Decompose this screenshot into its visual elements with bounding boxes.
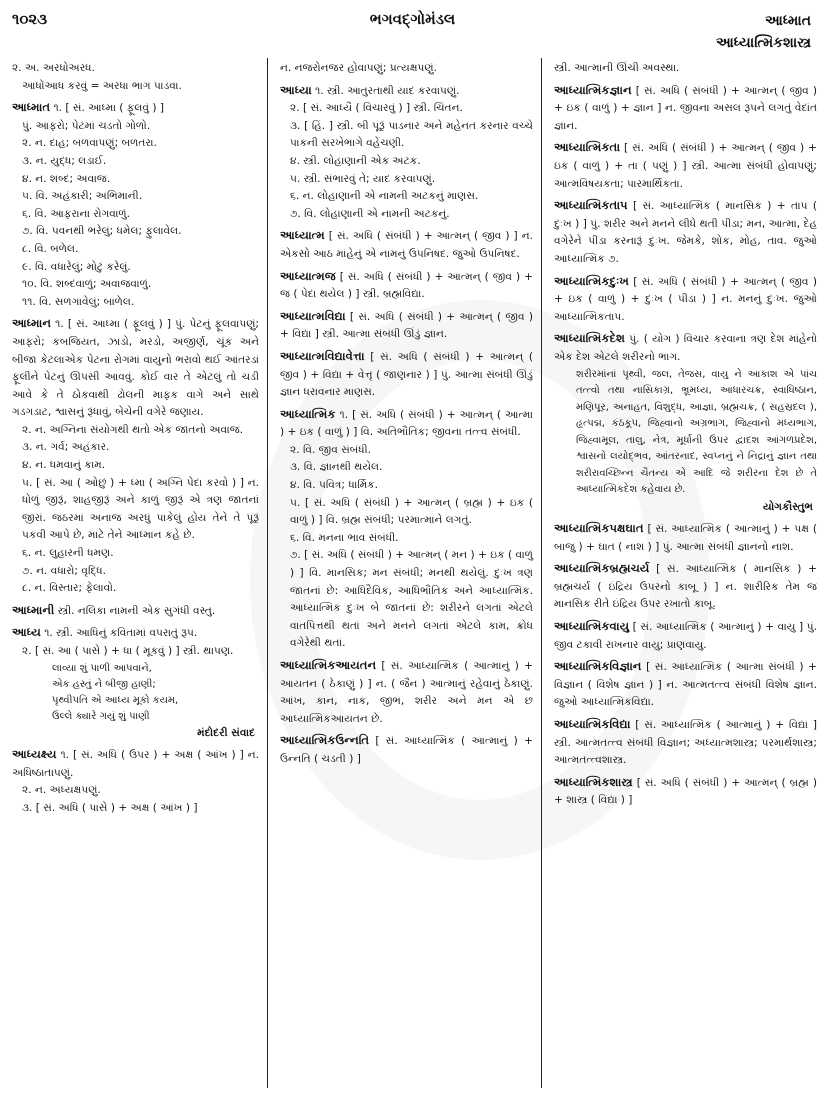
sense-line: ૩. ન. યુદ્ધ; લડાઈ. <box>22 154 107 167</box>
sense-line: ૩. વિ. જ્ઞાનથી થયેલ. <box>290 461 383 474</box>
sense-line: ૬. ન. લુહારની ધમણ. <box>22 547 114 560</box>
dictionary-entry <box>280 308 533 344</box>
definition-text: ન. નજરોનજર હોવાપણું; પ્રત્યક્ષપણું. <box>280 62 438 74</box>
definition-text: સ્ત્રી. નલિકા નામની એક સુગંધી વસ્તુ. <box>57 604 216 617</box>
headword: આધ્માત <box>12 100 51 115</box>
dictionary-entry <box>280 60 533 78</box>
definition-text: [ સં. આધ્યાત્મિક ( આત્મા સંબંધી ) + વિજ્ઞાન ( વિશેષ જ્ઞાન ) ] ન. આત્મતત્ત્વ સંબંધી વિશેષ જ્ઞાન. જુઓ આધ્યાત્મિકવિદ્યા. <box>554 661 817 709</box>
headword: આધ્યાત્મિક <box>280 406 336 421</box>
sense-line: ૭. ન. વધારો; વૃદ્ધિ. <box>22 564 106 577</box>
definition-text: [ સં. અધિ ( સંબંધી ) + આત્મન્ ( બ્રહ્મ ) + શાસ્ત્ર ( વિદ્યા ) ] <box>554 776 817 807</box>
source-attribution: મંદોદરી સંવાદ <box>197 726 255 739</box>
dictionary-entry <box>554 520 817 556</box>
column-1 <box>0 58 268 1088</box>
definition-text: ૧. [ સં. આધ્મા ( ફૂલવું ) ] <box>53 102 164 115</box>
dictionary-entry <box>554 82 817 136</box>
dictionary-entry <box>554 560 817 614</box>
dictionary-entry <box>280 348 533 402</box>
fine-print-note: શરીરમાંનાં પૃથ્વી, જલ, તેજસ, વાયુ ને આકાશ એ પાંચ તત્ત્વો તથા નાસિકાગ્ર, ભ્રૂમધ્ય, આધારચક્ર, સ્વાધિષ્ઠાન, મણિપૂર, અનાહત, વિશુદ્ધ, આજ્ઞા, બ્રહ્મચક્ર, ( સહસ્રદલ ), હૃત્પદ્મ, કંઠકૂપ, જિહ્વાનો અગ્રભાગ, જિહ્વાનો મધ્યભાગ, જિહ્વામૂલ, તાલુ, નેત્ર, મૂર્ધાની ઉપર દ્વાદશ આંગળપ્રદેશ, શ્વાસનો લયોદ્ભવ, આંતરનાદ, સ્વપ્નનું ને નિદ્રાનું જ્ઞાન તથા શરીરાવચ્છિન્ન ચૈતન્ય એ આદિ જે શરીરના દેશ છે તે આધ્યાત્મિકદેશ કહેવાય છે. <box>576 368 817 495</box>
headword: આધ્માન <box>12 316 52 331</box>
sense-line: ૭. [ સં. અધિ ( સંબંધી ) + આત્મન્ ( મન ) + ઇક ( વાળું ) ] વિ. માનસિક; મન સંબંધી; મનથી થયેલું. દુઃખ ત્રણ જાતનાં છે: આધિદૈવિક, આધિભૌતિક અને આધ્યાત્મિક. આધ્યાત્મિક દુઃખ બે જાતનાં છે: શરીરને લગતાં એટલે વાતપિત્તથી થતાં અને મનને લગતાં એટલે કામ, ક્રોધ વગેરેથી થતાં. <box>290 549 533 650</box>
sense-line: ૧૧. વિ. સળગાવેલું; બાળેલ. <box>22 295 135 308</box>
dictionary-entry <box>554 618 817 654</box>
headword: આધ્યાત્મિકપક્ષઘાત <box>554 521 644 536</box>
definition-text: [ સં. અધિ ( સંબંધી ) + આત્મન્ ( જીવ ) + જ ( પેદા થયેલ ) ] સ્ત્રી. બ્રહ્મવિદ્યા. <box>280 270 533 301</box>
sense-line: ૨. ન. અધ્યક્ષપણું. <box>22 784 101 797</box>
sense-line: પું. આફરો; પેટમાં ચડતો ગોળો. <box>22 119 151 132</box>
definition-text: [ સં. આધ્યાત્મિક ( આત્માનું ) + ઉન્નતિ ( ચડતી ) ] <box>280 735 533 765</box>
dictionary-entry <box>554 716 817 770</box>
definition-text: [ સં. અધિ ( સંબંધી ) + આત્મન્ ( જીવ ) + વિદ્યા ] સ્ત્રી. આત્મા સંબંધી ઊંડું જ્ઞાન. <box>280 310 533 341</box>
guide-word-last: આધ્યાત્મિકશાસ્ત્ર <box>715 35 811 51</box>
poem-line: પૃથ્વીપતિ એ આધ્ય મૂકો કયમ, <box>52 694 179 706</box>
column-2 <box>268 58 542 1088</box>
dictionary-entry <box>554 197 817 268</box>
sense-line: આધોંઆધ કરવું = અરધા ભાગ પાડવા. <box>22 79 182 92</box>
sense-line: ૫. સ્ત્રી. સંભારવું તે; યાદ કરવાપણું. <box>290 172 436 185</box>
sense-line: ૬. વિ. મનના ભાવ સંબંધી. <box>290 531 399 544</box>
headword: આધ્માની <box>12 602 55 617</box>
dictionary-entry <box>280 732 533 768</box>
dictionary-entry <box>280 82 533 224</box>
sense-line: ૨. ન. અગ્નિના સંયોગથી થતો એક જાતનો અવાજ. <box>22 423 244 436</box>
headword: આધ્યાત્મિકતા <box>554 140 621 155</box>
definition-text: [ સં. આધ્યાત્મિક ( આત્માનું ) + પક્ષ ( બાજુ ) + ઘાત ( નાશ ) ] પું. આત્મા સંબંધી જ્ઞાનનો નાશ. <box>554 523 817 553</box>
sense-line: ૩. [ હિં. ] સ્ત્રી. બી પૂરૂં પાડનાર અને મહેનત કરનાર વચ્ચે પાકની સરખેભાગે વહેંચણી. <box>290 119 533 150</box>
definition-text: [ સં. આધ્યાત્મિક ( માનસિક ) + બ્રહ્મચર્ય ( ઇંદ્રિય ઉપરનો કાબૂ ) ] ન. શારીરિક તેમ જ માનસિક રીતે ઇંદ્રિય ઉપર રખાતો કાબૂ. <box>554 563 818 611</box>
source-attribution: યોગકૌસ્તુભ <box>762 500 813 513</box>
definition-text: પું. ( યોગ ) વિચાર કરવાના ત્રણ દેશ માંહેનો એક દેશ એટલે શરીરનો ભાગ. <box>554 333 817 363</box>
sense-line: ૫. [ સં. આ ( ઓછું ) + ધ્મા ( અગ્નિ પેદા કરવો ) ] ન. ધોળું જીરૂં, શાહજીરૂં અને કાળું જીરૂં એ ત્રણ જાતનાં જીરાં. જઠરમાં અનાજ અરધું પાકેલું હોય તેને તે પૂરૂં પકવી આપે છે, માટે તેને આધ્માન કહે છે. <box>22 476 259 542</box>
page-header <box>0 0 825 58</box>
definition-text: [ સં. આધ્યાત્મિક ( આત્માનું ) + વાયુ ] પું. જીવ ટકાવી રાખનાર વાયુ; પ્રાણવાયુ. <box>554 621 817 651</box>
headword: આધ્યાત્મ <box>280 228 325 243</box>
sense-line: ૭. વિ. લોહાણાની એ નામની અટકનું. <box>290 207 450 220</box>
sense-line: ૪. ન. શબ્દ; અવાજ. <box>22 172 111 185</box>
dictionary-entry <box>12 60 259 95</box>
sense-line: ૨. વિ. જીવ સંબંધી. <box>290 443 372 456</box>
headword: આધ્યાત્મજ <box>280 268 336 283</box>
dictionary-entry <box>554 774 817 810</box>
guide-word-first: આધ્માત <box>765 13 811 29</box>
sense-line: ૨. [ સં. આ ( પાસે ) + ધા ( મૂકવું ) ] સ્ત્રી. થાપણ. <box>22 645 234 657</box>
definition-text: ૧. [ સં. આધ્મા ( ફૂલવું ) ] પું. પેટનું ફૂલવાપણું; આફરો; કબજિયત, ઝાડો, મરડો, અજીર્ણ, ચૂંક અને બીજા કેટલાએક પેટના રોગમાં વાયુનો ભરાવો થઈ આંતરડાં ફૂલીને પેટનું ઊપસી આવવું. કોઈ વાર તે એટલું તો ચડી આવે કે તે ઠોકવાથી ઢોલની માફક વાગે અને સાથે ગડગડાટ, શ્વાસનું રૂંધાવું, બેચેની વગેરે જણાય. <box>12 318 259 419</box>
sense-line: ૫. [ સં. અધિ ( સંબંધી ) + આત્મન્ ( બ્રહ્મ ) + ઇક ( વાળું ) ] વિ. બ્રહ્મ સંબંધી; પરમાત્માને લગતું. <box>290 496 533 527</box>
book-title: ભગવદ્ગોમંડલ <box>369 10 456 28</box>
headword: આધ્યાત્મિકબ્રહ્મચર્ય <box>554 561 650 576</box>
headword: આધ્યાત્મિકઉન્નતિ <box>280 733 370 748</box>
definition-text: ૧. સ્ત્રી. આધિનું કવિતામાં વપરાતું રૂપ. <box>44 627 198 640</box>
definition-text: [ સં. આધ્યાત્મિક ( આત્માનું ) + વિદ્યા ] સ્ત્રી. આત્મતત્ત્વ સંબંધી વિજ્ઞાન; અધ્યાત્મશાસ્ત્ર; પરમાર્થશાસ્ત્ર; આત્મતત્ત્વશાસ્ત્ર. <box>554 719 817 767</box>
sense-line: ૮. ન. વિસ્તાર; ફેલાવો. <box>22 582 117 595</box>
headword: આધ્યક્ષ્ય <box>12 747 57 762</box>
dictionary-entry <box>554 273 817 327</box>
headword: આધ્યાત્મિકવાયુ <box>554 619 630 634</box>
definition-text: [ સં. અધિ ( સંબંધી ) + આત્મન્ ( જીવ ) + ઇક ( વાળું ) + જ્ઞાન ] ન. જીવના અસલ રૂપને લગતું વેદાંત જ્ઞાન. <box>554 84 817 132</box>
definition-text: [ સં. અધિ ( સંબંધી ) + આત્મન્ ( જીવ ) + ઇક ( વાળું ) + તા ( પણું ) ] સ્ત્રી. આત્મા સંબંધી હોવાપણું; આત્મવિષયકતા; પારમાર્થિકતા. <box>554 142 817 190</box>
dictionary-entry <box>12 602 259 621</box>
headword: આધ્યાત્મિકશાસ્ત્ર <box>554 774 633 789</box>
dictionary-entry <box>554 330 817 516</box>
headword: આધ્યાત્મિકજ્ઞાન <box>554 82 632 97</box>
dictionary-entry <box>280 406 533 653</box>
dictionary-entry <box>12 315 259 598</box>
sense-line: ૫. વિ. અહંકારી; અભિમાની. <box>22 190 143 203</box>
sense-line: ૬. ન. લોહાણાની એ નામની અટકનું માણસ. <box>290 190 479 203</box>
sense-line: ૩. ન. ગર્વ; અહંકાર. <box>22 441 110 454</box>
sense-line: ૬. વિ. આફરાના રોગવાળું. <box>22 207 131 220</box>
definition-text: ૨. અ. અરધોઅરધ. <box>12 62 95 74</box>
dictionary-entry <box>12 624 259 742</box>
headword: આધ્યાત્મિકઆયતન <box>280 658 377 672</box>
sense-line: ૨. [ સં. આધ્યૈ ( વિચારવું ) ] સ્ત્રી. ચિંતન. <box>290 102 463 115</box>
headword: આધ્યાત્મિકદેશ <box>554 331 625 346</box>
dictionary-entry <box>554 139 817 193</box>
dictionary-entry <box>12 99 259 311</box>
definition-text: ૧. [ સં. અધિ ( ઉપર ) + અક્ષ ( આંખ ) ] ન. અધિષ્ઠાતાપણું. <box>12 749 259 779</box>
headword: આધ્યાત્મવિદ્યા <box>280 308 346 323</box>
guide-words <box>716 10 811 54</box>
sense-line: ૯. વિ. વધારેલું; મોટું કરેલું. <box>22 260 131 273</box>
sense-line: ૪. સ્ત્રી. લોહાણાની એક અટક. <box>290 154 421 167</box>
headword: આધ્યાત્મવિદ્યાવેત્તા <box>280 348 365 363</box>
dictionary-entry <box>554 658 817 712</box>
definition-text: [ સં. અધિ ( સંબંધી ) + આત્મન્ ( જીવ ) + ઇક ( વાળું ) + દુઃખ ( પીડા ) ] ન. મનનું દુઃખ. જુઓ આધ્યાત્મિકતાપ. <box>554 275 817 323</box>
poem-line: લાવ્યા શું પાળી આપવાને, <box>52 662 152 674</box>
definition-text: [ સં. અધિ ( સંબંધી ) + આત્મન્ ( જીવ ) ] ન. એકસો આઠ માંહેનું એ નામનું ઉપનિષદ. જુઓ ઉપનિષદ. <box>280 230 533 260</box>
dictionary-entry <box>280 268 533 304</box>
dictionary-columns <box>0 58 825 1088</box>
sense-line: ૪. ન. ધમવાનું કામ. <box>22 459 106 472</box>
page-number: ૧૦૨૩ <box>12 10 48 28</box>
headword: આધ્યાત્મિકતાપ <box>554 198 628 213</box>
headword: આધ્યાત્મિકદુઃખ <box>554 273 629 288</box>
dictionary-entry <box>280 657 533 728</box>
dictionary-entry <box>12 746 259 817</box>
sense-line: ૮. વિ. બળેલ. <box>22 242 79 255</box>
sense-line: ૪. વિ. પવિત્ર; ધાર્મિક. <box>290 479 379 492</box>
sense-line: ૭. વિ. પવનથી ભરેલું; ધમેલ; ફુલાવેલ. <box>22 225 182 238</box>
headword: આધ્યા <box>280 82 312 97</box>
dictionary-entry <box>280 227 533 263</box>
definition-text: ૧. સ્ત્રી. આતુરતાથી યાદ કરવાપણું. <box>315 84 460 97</box>
headword: આધ્યાત્મિકવિદ્યા <box>554 717 631 732</box>
definition-text: [ સં. અધિ ( સંબંધી ) + આત્મન્ ( જીવ ) + વિદ્યા + વેત્તૃ ( જાણનાર ) ] પું. આત્મા સંબંધી ઊંડું જ્ઞાન ધરાવનાર માણસ. <box>280 350 533 399</box>
headword: આધ્ય <box>12 625 41 640</box>
sense-line: ૩. [ સં. અધિ ( પાસે ) + અક્ષ ( આંખ ) ] <box>22 801 198 814</box>
column-3 <box>542 58 825 1088</box>
definition-text: [ સં. આધ્યાત્મિક ( આત્માનું ) + આયતન ( ઠેકાણું ) ] ન. ( જૈન ) આત્માનું રહેવાનું ઠેકાણું. આંખ, કાન, નાક, જીભ, શરીર અને મન એ છ આધ્યાત્મિકઆયતન છે. <box>280 660 533 725</box>
definition-text: ૧. [ સં. અધિ ( સંબંધી ) + આત્મન્ ( આત્મા ) + ઇક ( વાળું ) ] વિ. અતિભૌતિક; જીવના તત્ત્વ સંબંધી. <box>280 408 533 439</box>
definition-text: સ્ત્રી. આત્માની ઊંચી અવસ્થા. <box>554 62 680 74</box>
definition-text: [ સં. આધ્યાત્મિક ( માનસિક ) + તાપ ( દુઃખ ) ] પું. શરીર અને મનને લીધે થતી પીડા; મન, આત્મા, દેહ વગેરેને પીડા કરનારૂં દુઃખ. જેમકે, શોક, મોહ, તાવ. જુઓ આધ્યાત્મિક ૭. <box>554 200 818 265</box>
headword: આધ્યાત્મિકવિજ્ઞાન <box>554 659 642 674</box>
poem-line: ઉલ્લે ક્યારે ગયું શું પાણી <box>52 710 150 722</box>
sense-line: ૨. ન. દાહ; બળવાપણું; બળતરા. <box>22 137 157 150</box>
sense-line: ૧૦. વિ. શબ્દવાળું; અવાજવાળું. <box>22 278 152 291</box>
dictionary-entry <box>554 60 817 78</box>
poem-line: એક હસ્તું ને બીજી હાણી; <box>52 678 156 690</box>
